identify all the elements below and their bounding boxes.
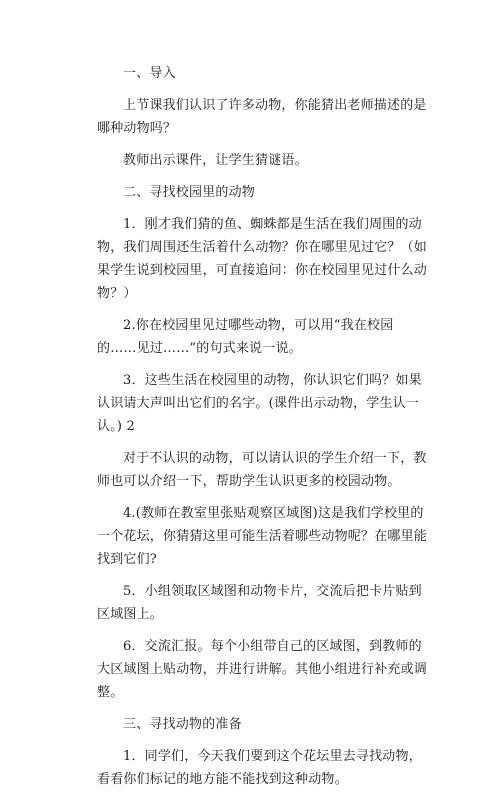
- paragraph: 上节课我们认识了许多动物，你能猜出老师描述的是哪种动物吗？: [97, 98, 427, 136]
- document-body: [97, 62, 427, 800]
- paragraph: 6．交流汇报。每个小组带自己的区域图，到教师的大区域图上贴动物，并进行讲解。其他小组进行补充或调整。: [97, 639, 428, 700]
- paragraph: 1．同学们，今天我们要到这个花坛里去寻找动物，看看你们标记的地方能不能找到这种动物。: [97, 749, 422, 787]
- paragraph: 1．刚才我们猜的鱼、蜘蛛都是生活在我们周围的动物，我们周围还生活着什么动物？你在哪里见过它？（如果学生说到校园里，可直接追问：你在校园里见过什么动物？）: [97, 217, 428, 301]
- paragraph: 教师出示课件，让学生猜谜语。: [123, 153, 308, 168]
- section-heading-preparation: 三、寻找动物的准备: [123, 717, 242, 732]
- paragraph: 对于不认识的动物，可以请认识的学生介绍一下，教师也可以介绍一下，帮助学生认识更多的校园动物。: [97, 451, 427, 489]
- section-heading-intro: 一、导入: [123, 66, 176, 81]
- paragraph: 4.(教师在教室里张贴观察区域图)这是我们学校里的一个花坛，你猜猜这里可能生活着哪些动物呢？在哪里能找到它们?: [97, 506, 428, 567]
- paragraph: 3．这些生活在校园里的动物，你认识它们吗？如果认识请大声叫出它们的名字。(课件出示动物，学生认一认。) 2: [97, 373, 422, 434]
- paragraph: 5．小组领取区域图和动物卡片，交流后把卡片贴到区域图上。: [97, 584, 422, 622]
- paragraph: 2.你在校园里见过哪些动物，可以用“我在校园的……见过……”的句式来说一说。: [97, 318, 394, 356]
- section-heading-find-animals: 二、寻找校园里的动物: [123, 185, 256, 200]
